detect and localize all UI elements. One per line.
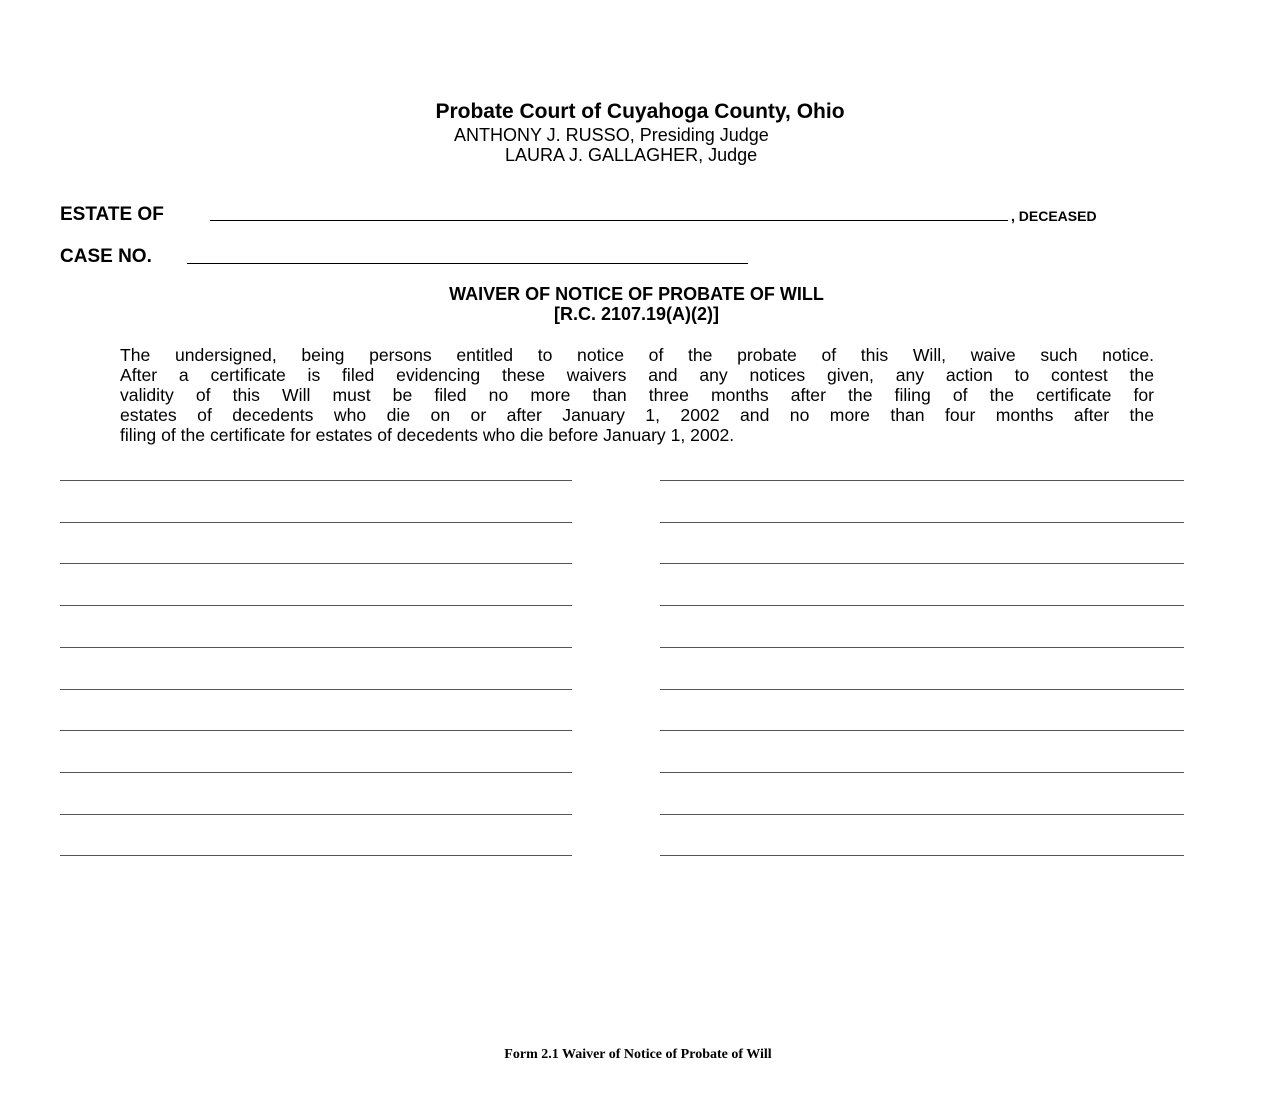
signature-line-right[interactable]: [660, 480, 1184, 481]
form-title-main: WAIVER OF NOTICE OF PROBATE OF WILL: [449, 284, 824, 304]
form-statute: [R.C. 2107.19(A)(2)]: [553, 304, 720, 324]
signature-line-left[interactable]: [60, 689, 572, 690]
signature-line-right[interactable]: [660, 814, 1184, 815]
signature-line-right[interactable]: [660, 563, 1184, 564]
signature-line-right[interactable]: [660, 689, 1184, 690]
signature-line-right[interactable]: [660, 772, 1184, 773]
signature-line-left[interactable]: [60, 855, 572, 856]
paragraph-line: estates of decedents who die on or after January 1, 2002 and no more than four months after the: [120, 405, 1154, 425]
signature-line-left[interactable]: [60, 647, 572, 648]
signature-line-right[interactable]: [660, 647, 1184, 648]
signature-line-right[interactable]: [660, 522, 1184, 523]
form-footer: Form 2.1 Waiver of Notice of Probate of Will: [504, 1047, 772, 1062]
signature-line-left[interactable]: [60, 605, 572, 606]
signature-line-left[interactable]: [60, 772, 572, 773]
signature-line-left[interactable]: [60, 730, 572, 731]
signature-line-right[interactable]: [660, 605, 1184, 606]
paragraph-line: The undersigned, being persons entitled to notice of the probate of this Will, waive such notice.: [120, 345, 1154, 365]
presiding-judge: ANTHONY J. RUSSO, Presiding Judge: [454, 125, 769, 145]
case-no-label: CASE NO.: [60, 246, 152, 267]
estate-of-field[interactable]: [210, 220, 1008, 221]
signature-line-right[interactable]: [660, 730, 1184, 731]
case-no-field[interactable]: [187, 263, 748, 264]
signature-line-left[interactable]: [60, 480, 572, 481]
waiver-paragraph: [120, 345, 1154, 445]
form-title: [0, 284, 1273, 324]
court-name: Probate Court of Cuyahoga County, Ohio: [435, 100, 845, 123]
estate-of-label: ESTATE OF: [60, 204, 164, 225]
signature-line-left[interactable]: [60, 814, 572, 815]
paragraph-line: After a certificate is filed evidencing these waivers and any notices given, any action to contest the: [120, 365, 1154, 385]
paragraph-line: filing of the certificate for estates of decedents who die before January 1, 2002.: [120, 425, 735, 445]
paragraph-line: validity of this Will must be filed no more than three months after the filing of the certificate for: [120, 385, 1154, 405]
signature-line-left[interactable]: [60, 563, 572, 564]
judge: LAURA J. GALLAGHER, Judge: [505, 145, 758, 165]
deceased-label: , DECEASED: [1011, 208, 1097, 224]
signature-line-right[interactable]: [660, 855, 1184, 856]
signature-line-left[interactable]: [60, 522, 572, 523]
